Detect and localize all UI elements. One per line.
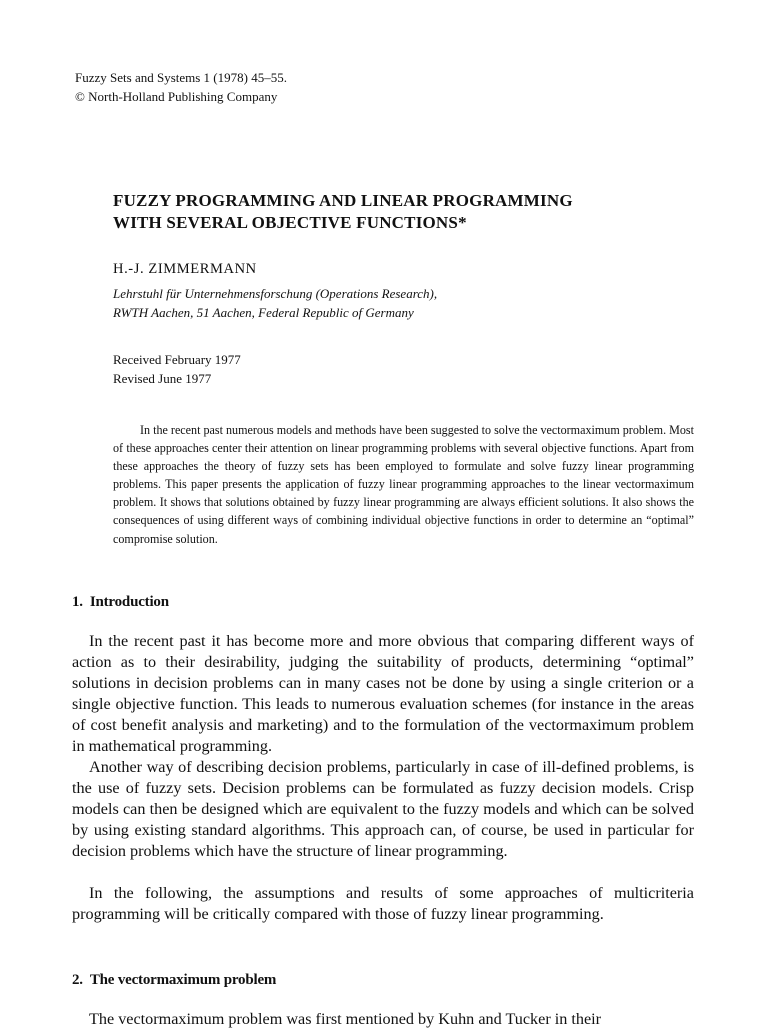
- publisher-line: © North-Holland Publishing Company: [75, 89, 278, 104]
- section-heading-introduction: [72, 594, 169, 611]
- section-title: Introduction: [89, 594, 169, 610]
- journal-citation: Fuzzy Sets and Systems 1 (1978) 45–55.: [75, 70, 287, 85]
- intro-paragraph-3: In the following, the assumptions and results of some approaches of multicriteria programming will be critically compared with those of fuzzy linear programming.: [72, 884, 694, 923]
- section-number: 2.: [72, 972, 83, 988]
- vectormax-paragraph-1: The vectormaximum problem was first mentioned by Kuhn and Tucker in their: [89, 1010, 602, 1028]
- abstract: In the recent past numerous models and methods have been suggested to solve the vectormaximum problem. Most of these approaches center their attention on linear programming problems with several objective functions. Apart from these approaches the theory of fuzzy sets has been employed to formulate and solve fuzzy linear programming problems. This paper presents the application of fuzzy linear programming approaches to the linear vectormaximum problem. It shows that solutions obtained by fuzzy linear programming are always efficient solutions. It also shows the consequences of using different ways of combining individual objective functions in order to determine an “optimal” compromise solution.: [113, 423, 694, 546]
- intro-paragraph-1: In the recent past it has become more and more obvious that comparing different ways of action as to their desirability, judging the suitability of products, determining “optimal” solutions in decision problems can in many cases not be done by using a single criterion or a single objective function. This leads to numerous evaluation schemes (for instance in the areas of cost benefit analysis and marketing) and to the formulation of the vectormaximum problem in mathematical programming.: [72, 632, 694, 755]
- journal-header: [75, 68, 287, 106]
- title-line-1: FUZZY PROGRAMMING AND LINEAR PROGRAMMING: [113, 191, 573, 210]
- affiliation-line-1: Lehrstuhl für Unternehmensforschung (Operations Research),: [113, 286, 438, 301]
- section-heading-vectormaximum: [72, 972, 276, 989]
- title-line-2: WITH SEVERAL OBJECTIVE FUNCTIONS*: [113, 213, 467, 232]
- paper-title: [113, 190, 713, 234]
- intro-paragraph-2: Another way of describing decision problems, particularly in case of ill-defined problems, is the use of fuzzy sets. Decision problems can be formulated as fuzzy decision models. Crisp models can then be designed which are equivalent to the fuzzy models and which can be solved by using existing standard algorithms. This approach can, of course, be used in particular for decision problems which have the structure of linear programming.: [72, 758, 694, 860]
- submission-dates: [113, 350, 241, 388]
- section-number: 1.: [72, 594, 83, 610]
- author-name: H.-J. ZIMMERMANN: [113, 261, 257, 277]
- affiliation-line-2: RWTH Aachen, 51 Aachen, Federal Republic of Germany: [113, 305, 414, 320]
- received-date: Received February 1977: [113, 352, 241, 367]
- author-affiliation: [113, 284, 437, 322]
- revised-date: Revised June 1977: [113, 371, 212, 386]
- section-title: The vectormaximum problem: [89, 972, 277, 988]
